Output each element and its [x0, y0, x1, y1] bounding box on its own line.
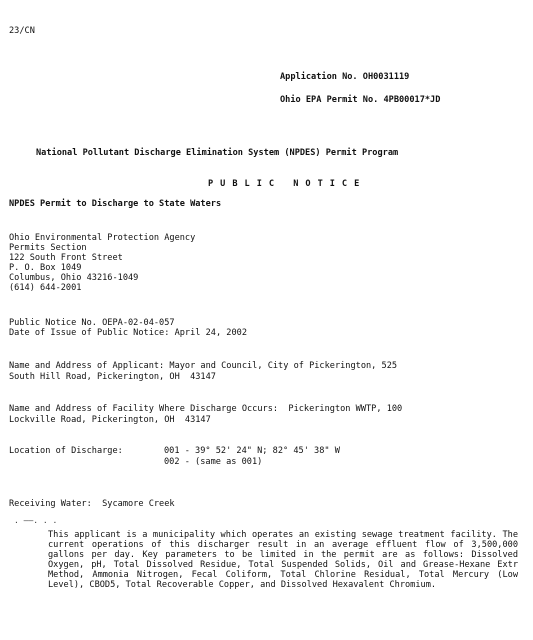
program-title: National Pollutant Discharge Elimination System (NPDES) Permit Program: [36, 148, 399, 158]
agency-city: Columbus, Ohio 43216-1049: [9, 273, 139, 283]
facility-description: This applicant is a municipality which operates an existing sewage treatment facility. The current operations of this discharger result in an average effluent flow of 3,500,000 gallons per day. Key parameters to be limited in the permit are as follows: Dissolved Oxygen, pH, Total Dissolved Residue, Total Suspended Solids, Oil and Grease-Hexane Extr Method, Ammonia Nitrogen, Fecal Coliform, Total Chlorine Residual, Total Mercury (Low Level), CBOD5, Total Recoverable Copper, and Dissolved Hexavalent Chromium.: [48, 530, 518, 590]
applicant-line-1: Name and Address of Applicant: Mayor and Council, City of Pickerington, 525: [9, 361, 398, 371]
document-subtitle: NPDES Permit to Discharge to State Waters: [9, 199, 222, 209]
agency-section: Permits Section: [9, 243, 87, 253]
notice-title: PUBLIC NOTICE: [208, 179, 367, 189]
facility-line-1: Name and Address of Facility Where Discharge Occurs: Pickerington WWTP, 100: [9, 404, 403, 414]
facility-line-2: Lockville Road, Pickerington, OH 43147: [9, 415, 211, 425]
application-number: Application No. OH0031119: [280, 72, 410, 82]
receiving-water: Receiving Water: Sycamore Creek: [9, 499, 175, 509]
issue-date: Date of Issue of Public Notice: April 24, 2002: [9, 328, 247, 338]
permit-number: Ohio EPA Permit No. 4PB00017*JD: [280, 95, 441, 105]
location-outfall-002: 002 - (same as 001): [164, 457, 263, 467]
agency-box: P. O. Box 1049: [9, 263, 82, 273]
file-code: 23/CN: [9, 26, 35, 36]
public-notice-number: Public Notice No. OEPA-02-04-057: [9, 318, 175, 328]
scan-mark: . ——. . .: [14, 516, 58, 525]
agency-street: 122 South Front Street: [9, 253, 123, 263]
location-outfall-001: 001 - 39° 52' 24" N; 82° 45' 38" W: [164, 446, 340, 456]
applicant-line-2: South Hill Road, Pickerington, OH 43147: [9, 372, 216, 382]
agency-name: Ohio Environmental Protection Agency: [9, 233, 196, 243]
location-label: Location of Discharge:: [9, 446, 123, 456]
agency-phone: (614) 644-2001: [9, 283, 82, 293]
